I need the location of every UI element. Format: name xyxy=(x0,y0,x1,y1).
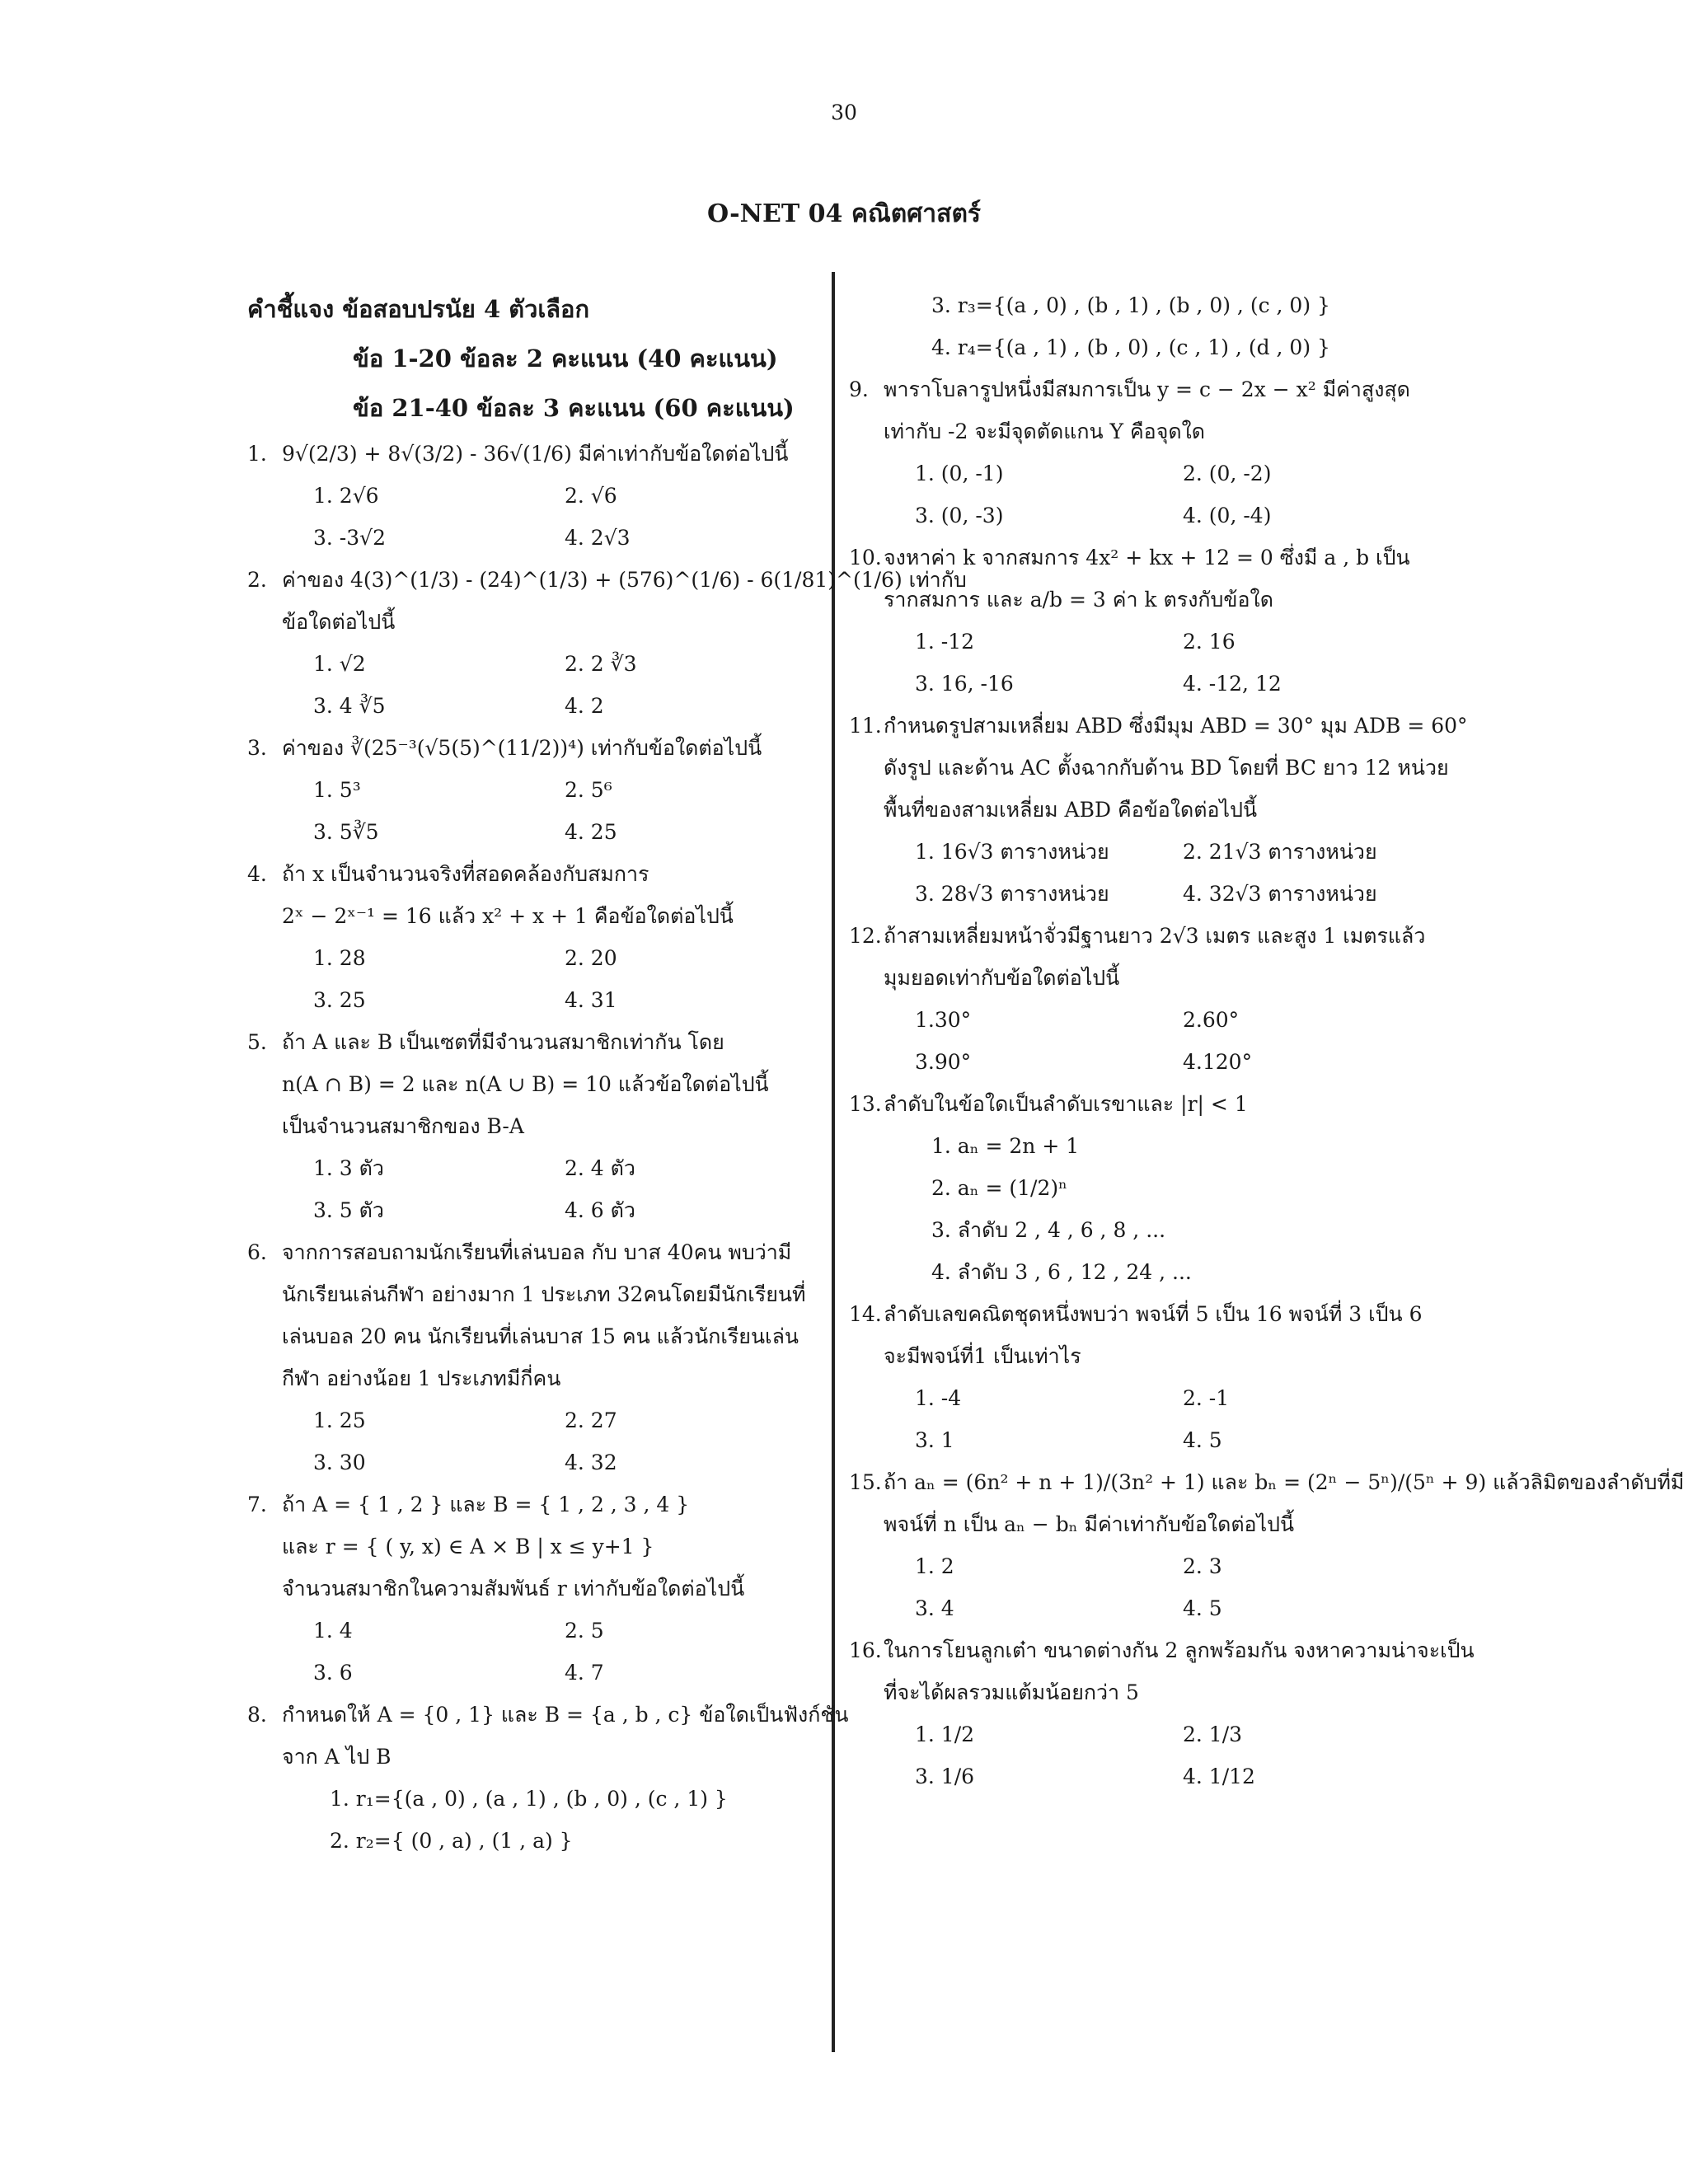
answer-choice: 1. -4 xyxy=(915,1386,962,1410)
choice-row xyxy=(849,452,1451,494)
choice-row xyxy=(849,1419,1451,1461)
choice-row xyxy=(247,643,816,685)
question-text: จงหาค่า k จากสมการ 4x² + kx + 12 = 0 ซึ่งมี a , b เป็น xyxy=(884,546,1410,569)
answer-choice: 4. 6 ตัว xyxy=(565,1198,635,1222)
answer-choice: 2. r₂={ (0 , a) , (1 , a) } xyxy=(330,1829,573,1853)
choice-row xyxy=(247,1441,816,1483)
answer-choice: 2. 21√3 ตารางหน่วย xyxy=(1183,840,1377,864)
question-text: พาราโบลารูปหนึ่งมีสมการเป็น y = c − 2x − x² มีค่าสูงสุด xyxy=(884,377,1410,401)
answer-choice: 3. 30 xyxy=(313,1451,366,1474)
question-text: ค่าของ ∛(25⁻³(√5(5)^(11/2))⁴) เท่ากับข้อใดต่อไปนี้ xyxy=(282,736,762,760)
question-6-first-line xyxy=(247,1231,816,1273)
choice-row xyxy=(247,1652,816,1694)
question-number: 8. xyxy=(247,1703,267,1727)
question-10 xyxy=(849,537,1451,705)
answer-choice: 2. 1/3 xyxy=(1183,1722,1243,1746)
question-text-continued: ข้อใดต่อไปนี้ xyxy=(282,610,396,634)
page-title: O-NET 04 คณิตศาสตร์ xyxy=(706,199,982,228)
question-4 xyxy=(247,853,816,1021)
answer-choice: 2. (0, -2) xyxy=(1183,462,1272,485)
answer-choice: 2. 5 xyxy=(565,1619,604,1643)
right-question-list xyxy=(849,368,1685,1797)
question-text: ถ้า A = { 1 , 2 } และ B = { 1 , 2 , 3 , 4 } xyxy=(282,1493,690,1516)
answer-choice: 1. 1/2 xyxy=(915,1722,975,1746)
choice-row xyxy=(247,685,816,727)
question-number: 3. xyxy=(247,736,267,760)
answer-choice: 2.60° xyxy=(1183,1008,1240,1032)
question-number: 4. xyxy=(247,862,267,886)
answer-choice: 3. -3√2 xyxy=(313,526,386,550)
question-text: กำหนดรูปสามเหลี่ยม ABD ซึ่งมีมุม ABD = 30° มุม ADB = 60° xyxy=(884,714,1468,738)
instructions-line-3: ข้อ 21-40 ข้อละ 3 คะแนน (60 คะแนน) xyxy=(353,394,795,422)
question-text-continued: พื้นที่ของสามเหลี่ยม ABD คือข้อใดต่อไปนี้ xyxy=(884,798,1258,822)
column-divider xyxy=(832,272,835,2052)
page-number: 30 xyxy=(831,101,857,124)
answer-choice: 2. 5⁶ xyxy=(565,778,612,802)
answer-choice: 3. r₃={(a , 0) , (b , 1) , (b , 0) , (c , 0) } xyxy=(931,293,1330,317)
answer-choice: 3. 25 xyxy=(313,988,366,1012)
answer-choice: 4. 1/12 xyxy=(1183,1765,1255,1788)
question-12 xyxy=(849,915,1451,1083)
answer-choice: 1. 5³ xyxy=(313,778,361,802)
question-number: 16. xyxy=(849,1638,882,1662)
answer-choice: 4. 2√3 xyxy=(565,526,631,550)
question-number: 13. xyxy=(849,1092,882,1116)
question-number: 5. xyxy=(247,1030,267,1054)
question-15 xyxy=(849,1461,1685,1629)
choice-row xyxy=(849,494,1451,537)
question-7 xyxy=(247,1483,816,1694)
question-number: 7. xyxy=(247,1493,267,1516)
answer-choice: 4. (0, -4) xyxy=(1183,504,1272,527)
answer-choice: 2. 2 ∛3 xyxy=(565,652,637,676)
question-3-first-line xyxy=(247,727,816,769)
answer-choice: 2. 20 xyxy=(565,946,617,970)
question-number: 14. xyxy=(849,1302,882,1326)
question-2-first-line xyxy=(247,559,967,601)
choice-row xyxy=(247,811,816,853)
question-text-continued: n(A ∩ B) = 2 และ n(A ∪ B) = 10 แล้วข้อใดต่อไปนี้ xyxy=(282,1072,769,1096)
right-column xyxy=(849,284,1685,1797)
answer-choice: 2. 27 xyxy=(565,1408,617,1432)
answer-choice: 3. 16, -16 xyxy=(915,672,1014,696)
choice-row xyxy=(247,1189,816,1231)
question-text: ถ้า aₙ = (6n² + n + 1)/(3n² + 1) และ bₙ = (2ⁿ − 5ⁿ)/(5ⁿ + 9) แล้วลิมิตของลำดับที่มี xyxy=(884,1470,1685,1494)
answer-choice: 2. 16 xyxy=(1183,630,1236,654)
answer-choice: 1. (0, -1) xyxy=(915,462,1004,485)
question-13-first-line xyxy=(849,1083,1451,1125)
answer-choice: 1. 3 ตัว xyxy=(313,1156,384,1180)
answer-choice: 1. √2 xyxy=(313,652,366,676)
question-16 xyxy=(849,1629,1475,1797)
question-12-first-line xyxy=(849,915,1451,957)
answer-choice: 4.120° xyxy=(1183,1050,1253,1074)
answer-choice: 2. 4 ตัว xyxy=(565,1156,635,1180)
answer-choice: 2. -1 xyxy=(1183,1386,1230,1410)
answer-choice: 1.30° xyxy=(915,1008,972,1032)
question-text: 9√(2/3) + 8√(3/2) - 36√(1/6) มีค่าเท่ากับข้อใดต่อไปนี้ xyxy=(282,442,789,466)
question-11-first-line xyxy=(849,705,1468,747)
question-13 xyxy=(849,1083,1451,1293)
answer-choice: 1. 4 xyxy=(313,1619,353,1643)
question-10-first-line xyxy=(849,537,1451,579)
answer-choice: 4. r₄={(a , 1) , (b , 0) , (c , 1) , (d , 0) } xyxy=(931,335,1330,359)
answer-choice: 2. aₙ = (1/2)ⁿ xyxy=(931,1176,1067,1200)
answer-choice: 1. 25 xyxy=(313,1408,366,1432)
question-text: ถ้า x เป็นจำนวนจริงที่สอดคล้องกับสมการ xyxy=(282,862,649,886)
choice-row xyxy=(849,999,1451,1041)
question-text-continued: ที่จะได้ผลรวมแต้มน้อยกว่า 5 xyxy=(884,1680,1139,1704)
answer-choice: 3. 5 ตัว xyxy=(313,1198,384,1222)
answer-choice: 3. ลำดับ 2 , 4 , 6 , 8 , ... xyxy=(931,1218,1166,1242)
question-number: 6. xyxy=(247,1240,267,1264)
choice-row xyxy=(247,1610,816,1652)
question-text-continued: จาก A ไป B xyxy=(282,1745,392,1769)
question-number: 1. xyxy=(247,442,267,466)
answer-choice: 4. 32√3 ตารางหน่วย xyxy=(1183,882,1377,906)
question-text: ค่าของ 4(3)^(1/3) - (24)^(1/3) + (576)^(1/6) - 6(1/81)^(1/6) เท่ากับ xyxy=(282,568,967,592)
answer-choice: 4. 5 xyxy=(1183,1596,1222,1620)
question-text-continued: เล่นบอล 20 คน นักเรียนที่เล่นบาส 15 คน แล้วนักเรียนเล่น xyxy=(282,1324,799,1348)
choice-row xyxy=(849,831,1451,873)
question-text-continued: เท่ากับ -2 จะมีจุดตัดแกน Y คือจุดใด xyxy=(884,419,1206,443)
answer-choice: 1. -12 xyxy=(915,630,975,654)
question-text: ถ้าสามเหลี่ยมหน้าจั่วมีฐานยาว 2√3 เมตร และสูง 1 เมตรแล้ว xyxy=(884,924,1426,948)
answer-choice: 3. (0, -3) xyxy=(915,504,1004,527)
answer-choice: 3. 4 xyxy=(915,1596,954,1620)
answer-choice: 2. √6 xyxy=(565,484,617,508)
choice-row xyxy=(849,1377,1451,1419)
question-text-continued: 2ˣ − 2ˣ⁻¹ = 16 แล้ว x² + x + 1 คือข้อใดต่อไปนี้ xyxy=(282,904,734,928)
answer-choice: 1. 28 xyxy=(313,946,366,970)
question-number: 12. xyxy=(849,924,882,948)
question-text: ถ้า A และ B เป็นเซตที่มีจำนวนสมาชิกเท่ากัน โดย xyxy=(282,1030,724,1054)
choice-row xyxy=(849,1545,1451,1587)
question-text-continued: ดังรูป และด้าน AC ตั้งฉากกับด้าน BD โดยที่ BC ยาว 12 หน่วย xyxy=(884,756,1449,780)
answer-choice: 1. 2 xyxy=(915,1554,954,1578)
choice-row xyxy=(849,1755,1451,1797)
answer-choice: 3. 1 xyxy=(915,1428,954,1452)
question-14 xyxy=(849,1293,1451,1461)
answer-choice: 4. 25 xyxy=(565,820,617,844)
question-text: ลำดับเลขคณิตชุดหนึ่งพบว่า พจน์ที่ 5 เป็น 16 พจน์ที่ 3 เป็น 6 xyxy=(884,1302,1423,1326)
question-number: 10. xyxy=(849,546,882,569)
choice-row xyxy=(247,937,816,979)
answer-choice: 1. r₁={(a , 0) , (a , 1) , (b , 0) , (c , 1) } xyxy=(330,1787,728,1811)
question-9-first-line xyxy=(849,368,1451,410)
answer-choice: 4. 5 xyxy=(1183,1428,1222,1452)
answer-choice: 1. 16√3 ตารางหน่วย xyxy=(915,840,1109,864)
question-text-continued: จะมีพจน์ที่1 เป็นเท่าไร xyxy=(884,1344,1081,1368)
answer-choice: 4. 7 xyxy=(565,1661,604,1685)
choice-row xyxy=(247,1399,816,1441)
answer-choice: 3. 5∛5 xyxy=(313,820,379,844)
instructions-line-2: ข้อ 1-20 ข้อละ 2 คะแนน (40 คะแนน) xyxy=(353,344,778,373)
choice-row xyxy=(849,1041,1451,1083)
answer-choice: 1. aₙ = 2n + 1 xyxy=(931,1134,1080,1158)
choice-row xyxy=(849,873,1451,915)
question-8-first-line xyxy=(247,1694,849,1736)
question-1-first-line xyxy=(247,433,816,475)
answer-choice: 1. 2√6 xyxy=(313,484,379,508)
answer-choice: 2. 3 xyxy=(1183,1554,1222,1578)
answer-choice: 4. 31 xyxy=(565,988,617,1012)
question-7-first-line xyxy=(247,1483,816,1526)
answer-choice: 3.90° xyxy=(915,1050,972,1074)
question-3 xyxy=(247,727,816,853)
choice-row xyxy=(849,621,1451,663)
choice-row xyxy=(247,769,816,811)
answer-choice: 3. 28√3 ตารางหน่วย xyxy=(915,882,1109,906)
choice-row xyxy=(247,979,816,1021)
question-5-first-line xyxy=(247,1021,816,1063)
question-5 xyxy=(247,1021,816,1231)
question-text-continued: มุมยอดเท่ากับข้อใดต่อไปนี้ xyxy=(884,966,1120,990)
question-text: จากการสอบถามนักเรียนที่เล่นบอล กับ บาส 40คน พบว่ามี xyxy=(282,1240,792,1264)
question-1 xyxy=(247,433,816,559)
question-text: กำหนดให้ A = {0 , 1} และ B = {a , b , c} ข้อใดเป็นฟังก์ชัน xyxy=(282,1703,849,1727)
answer-choice: 4. 32 xyxy=(565,1451,617,1474)
choice-row xyxy=(247,475,816,517)
answer-choice: 4. -12, 12 xyxy=(1183,672,1282,696)
question-number: 15. xyxy=(849,1470,882,1494)
question-9 xyxy=(849,368,1451,537)
question-6 xyxy=(247,1231,816,1483)
question-text-continued: จำนวนสมาชิกในความสัมพันธ์ r เท่ากับข้อใดต่อไปนี้ xyxy=(282,1577,745,1601)
answer-choice: 3. 1/6 xyxy=(915,1765,975,1788)
question-text-continued: และ r = { ( y, x) ∈ A × B | x ≤ y+1 } xyxy=(282,1535,654,1558)
question-text: ในการโยนลูกเต๋า ขนาดต่างกัน 2 ลูกพร้อมกัน จงหาความน่าจะเป็น xyxy=(884,1638,1475,1662)
question-number: 9. xyxy=(849,377,869,401)
question-text-continued: กีฬา อย่างน้อย 1 ประเภทมีกี่คน xyxy=(282,1366,561,1390)
question-4-first-line xyxy=(247,853,816,895)
question-text-continued: รากสมการ และ a/b = 3 ค่า k ตรงกับข้อใด xyxy=(884,588,1273,612)
question-number: 2. xyxy=(247,568,267,592)
answer-choice: 3. 4 ∛5 xyxy=(313,694,386,718)
choice-row xyxy=(247,517,816,559)
question-number: 11. xyxy=(849,714,882,738)
question-8-continued xyxy=(849,284,1451,368)
answer-choice: 4. ลำดับ 3 , 6 , 12 , 24 , ... xyxy=(931,1260,1192,1284)
answer-choice: 3. 6 xyxy=(313,1661,353,1685)
question-text-continued: เป็นจำนวนสมาชิกของ B-A xyxy=(282,1114,524,1138)
question-text-continued: พจน์ที่ n เป็น aₙ − bₙ มีค่าเท่ากับข้อใดต่อไปนี้ xyxy=(884,1512,1295,1536)
choice-row xyxy=(247,1147,816,1189)
answer-choice: 4. 2 xyxy=(565,694,604,718)
question-16-first-line xyxy=(849,1629,1475,1671)
choice-row xyxy=(849,1587,1451,1629)
choice-row xyxy=(849,663,1451,705)
choice-row xyxy=(849,1713,1451,1755)
question-11 xyxy=(849,705,1468,915)
question-text: ลำดับในข้อใดเป็นลำดับเรขาและ |r| < 1 xyxy=(884,1092,1248,1116)
question-15-first-line xyxy=(849,1461,1685,1503)
question-text-continued: นักเรียนเล่นกีฬา อย่างมาก 1 ประเภท 32คนโดยมีนักเรียนที่ xyxy=(282,1282,806,1306)
question-8 xyxy=(247,1694,849,1862)
instructions-line-1: คำชี้แจง ข้อสอบปรนัย 4 ตัวเลือก xyxy=(247,295,590,323)
question-14-first-line xyxy=(849,1293,1451,1335)
